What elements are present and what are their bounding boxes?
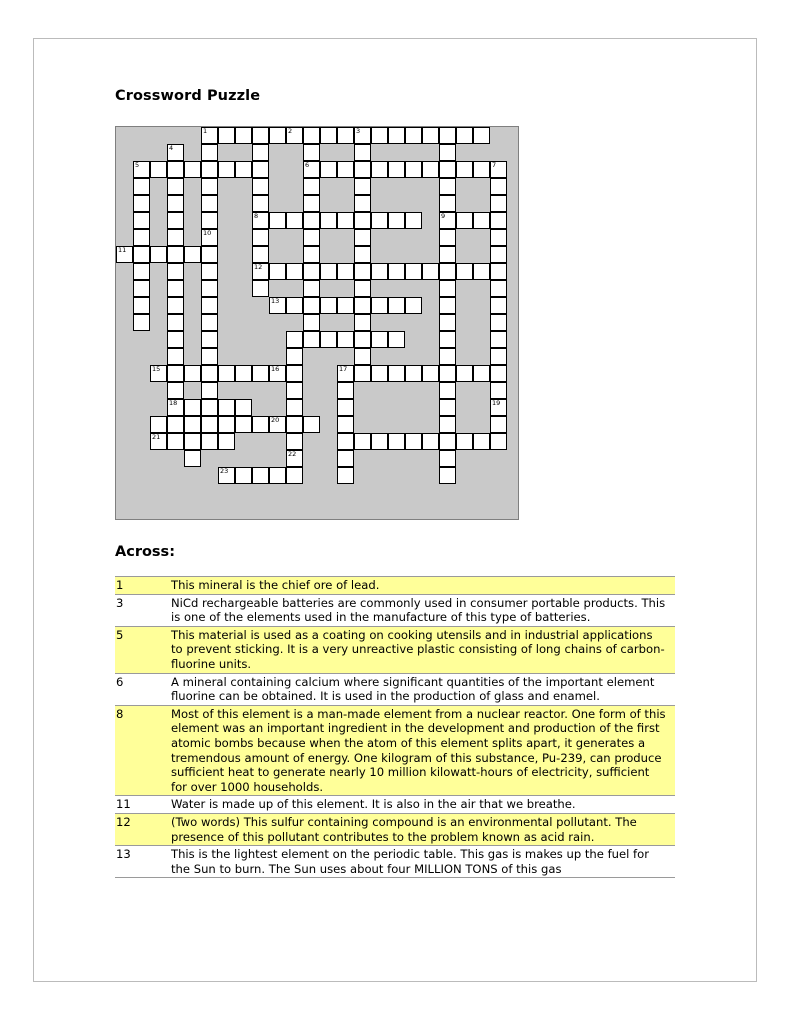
crossword-cell[interactable] (201, 144, 218, 161)
crossword-cell[interactable] (354, 314, 371, 331)
cell-number: 8 (254, 212, 259, 220)
crossword-cell[interactable] (354, 297, 371, 314)
crossword-cell[interactable] (388, 365, 405, 382)
cell-number: 23 (220, 467, 229, 475)
crossword-cell[interactable] (218, 416, 235, 433)
crossword-cell[interactable] (405, 127, 422, 144)
crossword-cell[interactable] (337, 127, 354, 144)
crossword-cell[interactable] (439, 178, 456, 195)
crossword-cell[interactable] (490, 382, 507, 399)
crossword-cell[interactable] (439, 467, 456, 484)
clue-list-clip (115, 576, 675, 902)
crossword-cell[interactable] (252, 280, 269, 297)
crossword-cell[interactable] (303, 178, 320, 195)
crossword-cell[interactable] (201, 331, 218, 348)
crossword-cell[interactable] (371, 433, 388, 450)
crossword-cell[interactable] (184, 433, 201, 450)
crossword-cell[interactable] (473, 263, 490, 280)
crossword-cell[interactable] (252, 212, 269, 229)
cell-number: 6 (305, 161, 310, 169)
crossword-cell[interactable] (490, 195, 507, 212)
crossword-cell[interactable] (303, 314, 320, 331)
crossword-cell[interactable] (422, 433, 439, 450)
crossword-cell[interactable] (490, 314, 507, 331)
crossword-cell[interactable] (269, 467, 286, 484)
crossword-cell[interactable] (218, 365, 235, 382)
crossword-cell[interactable] (490, 348, 507, 365)
clue-text: Most of this element is a man-made element from a nuclear reactor. One form of this element was an important ingredient in the development and production of the first atomic bombs because when the atom of this element splits apart, it generates a tremendous amount of energy. One kilogram of this substance, Pu-239, can produce sufficient heat to generate nearly 10 million kilowatt-hours of electricity, sufficient for over 1000 households. (165, 705, 675, 796)
crossword-cell[interactable] (235, 399, 252, 416)
crossword-cell[interactable] (439, 144, 456, 161)
clue-row (115, 577, 675, 595)
crossword-cell[interactable] (133, 263, 150, 280)
page-title: Crossword Puzzle (115, 88, 261, 104)
crossword-cell[interactable] (473, 161, 490, 178)
crossword-cell[interactable] (133, 178, 150, 195)
cell-number: 5 (135, 161, 140, 169)
crossword-cell[interactable] (337, 450, 354, 467)
crossword-cell[interactable] (201, 195, 218, 212)
crossword-cell[interactable] (388, 161, 405, 178)
clue-number: 3 (115, 594, 165, 626)
crossword-cell[interactable] (167, 280, 184, 297)
crossword-cell[interactable] (405, 433, 422, 450)
crossword-cell[interactable] (235, 161, 252, 178)
crossword-cell[interactable] (303, 297, 320, 314)
crossword-cell[interactable] (439, 280, 456, 297)
crossword-cell[interactable] (439, 127, 456, 144)
clue-text: A mineral containing calcium where significant quantities of the important element fluorine can be obtained. It is used in the production of glass and enamel. (165, 673, 675, 705)
crossword-cell[interactable] (252, 161, 269, 178)
crossword-cell[interactable] (371, 297, 388, 314)
crossword-cell[interactable] (473, 433, 490, 450)
crossword-cell[interactable] (337, 212, 354, 229)
crossword-cell[interactable] (303, 161, 320, 178)
crossword-cell[interactable] (490, 263, 507, 280)
crossword-cell[interactable] (337, 161, 354, 178)
clue-text: (Two words) This sulfur containing compound is an environmental pollutant. The presence of this pollutant contributes to the problem known as acid rain. (165, 813, 675, 845)
clue-text: Water is made up of this element. It is also in the air that we breathe. (165, 796, 675, 814)
clue-number: 8 (115, 705, 165, 796)
crossword-cell[interactable] (405, 297, 422, 314)
crossword-cell[interactable] (490, 433, 507, 450)
cell-number: 17 (339, 365, 348, 373)
crossword-cell[interactable] (150, 365, 167, 382)
crossword-cell[interactable] (490, 331, 507, 348)
cell-number: 9 (441, 212, 446, 220)
crossword-cell[interactable] (201, 178, 218, 195)
crossword-cell[interactable] (303, 246, 320, 263)
crossword-cell[interactable] (303, 212, 320, 229)
crossword-cell[interactable] (388, 127, 405, 144)
crossword-cell[interactable] (286, 467, 303, 484)
crossword-cell[interactable] (286, 331, 303, 348)
crossword-cell[interactable] (490, 399, 507, 416)
crossword-cell[interactable] (388, 331, 405, 348)
crossword-cell[interactable] (337, 416, 354, 433)
crossword-cell[interactable] (201, 263, 218, 280)
crossword-cell[interactable] (490, 246, 507, 263)
crossword-cell[interactable] (439, 382, 456, 399)
crossword-cell[interactable] (303, 331, 320, 348)
cell-number: 11 (118, 246, 127, 254)
crossword-cell[interactable] (286, 297, 303, 314)
crossword-cell[interactable] (286, 416, 303, 433)
crossword-cell[interactable] (218, 161, 235, 178)
crossword-cell[interactable] (235, 416, 252, 433)
crossword-cell[interactable] (354, 365, 371, 382)
crossword-cell[interactable] (354, 127, 371, 144)
cell-number: 7 (492, 161, 497, 169)
crossword-cell[interactable] (320, 263, 337, 280)
crossword-cell[interactable] (337, 399, 354, 416)
crossword-cell[interactable] (184, 399, 201, 416)
crossword-cell[interactable] (490, 416, 507, 433)
crossword-cell[interactable] (269, 365, 286, 382)
crossword-cell[interactable] (320, 161, 337, 178)
clue-number: 5 (115, 626, 165, 673)
crossword-cell[interactable] (439, 246, 456, 263)
crossword-cell[interactable] (337, 365, 354, 382)
clue-row (115, 673, 675, 705)
crossword-cell[interactable] (354, 161, 371, 178)
crossword-cell[interactable] (473, 127, 490, 144)
cell-number: 20 (271, 416, 280, 424)
crossword-cell[interactable] (456, 161, 473, 178)
crossword-cell[interactable] (252, 178, 269, 195)
crossword-cell[interactable] (490, 161, 507, 178)
crossword-cell[interactable] (354, 433, 371, 450)
crossword-cell[interactable] (184, 161, 201, 178)
crossword-cell[interactable] (320, 127, 337, 144)
clue-number: 12 (115, 813, 165, 845)
crossword-cell[interactable] (201, 280, 218, 297)
crossword-cell[interactable] (167, 263, 184, 280)
clue-text: NiCd rechargeable batteries are commonly used in consumer portable products. This is one of the elements used in the manufacture of this type of batteries. (165, 594, 675, 626)
cell-number: 13 (271, 297, 280, 305)
crossword-cell[interactable] (337, 382, 354, 399)
crossword-cell[interactable] (150, 433, 167, 450)
crossword-cell[interactable] (235, 365, 252, 382)
crossword-cell[interactable] (286, 382, 303, 399)
crossword-cell[interactable] (354, 280, 371, 297)
cell-number: 4 (169, 144, 174, 152)
crossword-cell[interactable] (388, 263, 405, 280)
crossword-cell[interactable] (201, 348, 218, 365)
crossword-cell[interactable] (439, 450, 456, 467)
crossword-cell[interactable] (133, 246, 150, 263)
crossword-cell[interactable] (371, 212, 388, 229)
crossword-cell[interactable] (150, 161, 167, 178)
crossword-grid[interactable] (115, 126, 519, 520)
crossword-cell[interactable] (167, 416, 184, 433)
crossword-cell[interactable] (167, 365, 184, 382)
clue-number: 11 (115, 796, 165, 814)
crossword-cell[interactable] (150, 416, 167, 433)
crossword-cell[interactable] (167, 144, 184, 161)
crossword-cell[interactable] (371, 161, 388, 178)
clue-row (115, 813, 675, 845)
crossword-cell[interactable] (218, 433, 235, 450)
crossword-cell[interactable] (388, 297, 405, 314)
clue-row (115, 705, 675, 796)
crossword-cell[interactable] (235, 467, 252, 484)
crossword-cell[interactable] (439, 365, 456, 382)
crossword-cell[interactable] (337, 433, 354, 450)
crossword-cell[interactable] (320, 331, 337, 348)
crossword-cell[interactable] (456, 212, 473, 229)
crossword-cell[interactable] (388, 212, 405, 229)
crossword-cell[interactable] (439, 331, 456, 348)
crossword-cell[interactable] (490, 178, 507, 195)
crossword-cell[interactable] (303, 416, 320, 433)
cell-number: 15 (152, 365, 161, 373)
crossword-cell[interactable] (201, 399, 218, 416)
crossword-cell[interactable] (252, 229, 269, 246)
crossword-cell[interactable] (456, 127, 473, 144)
crossword-cell[interactable] (354, 144, 371, 161)
crossword-cell[interactable] (439, 195, 456, 212)
crossword-cell[interactable] (235, 127, 252, 144)
cell-number: 16 (271, 365, 280, 373)
cell-number: 3 (356, 127, 361, 135)
crossword-cell[interactable] (320, 297, 337, 314)
crossword-cell[interactable] (184, 365, 201, 382)
crossword-cell[interactable] (133, 161, 150, 178)
crossword-cell[interactable] (286, 348, 303, 365)
crossword-cell[interactable] (456, 263, 473, 280)
crossword-cell[interactable] (303, 280, 320, 297)
cell-number: 12 (254, 263, 263, 271)
cell-number: 19 (492, 399, 501, 407)
crossword-cell[interactable] (201, 212, 218, 229)
crossword-cell[interactable] (354, 178, 371, 195)
crossword-cell[interactable] (303, 229, 320, 246)
crossword-cell[interactable] (337, 331, 354, 348)
crossword-cell[interactable] (388, 433, 405, 450)
crossword-cell[interactable] (303, 195, 320, 212)
crossword-cell[interactable] (184, 416, 201, 433)
clue-number: 13 (115, 846, 165, 878)
crossword-cell[interactable] (405, 365, 422, 382)
crossword-cell[interactable] (490, 212, 507, 229)
crossword-cell[interactable] (167, 348, 184, 365)
crossword-cell[interactable] (354, 229, 371, 246)
crossword-cell[interactable] (456, 433, 473, 450)
crossword-cell[interactable] (218, 399, 235, 416)
crossword-cell[interactable] (354, 263, 371, 280)
crossword-cell[interactable] (371, 365, 388, 382)
crossword-cell[interactable] (201, 433, 218, 450)
clue-text: This mineral is the chief ore of lead. (165, 577, 675, 595)
cell-number: 21 (152, 433, 161, 441)
crossword-cell[interactable] (167, 433, 184, 450)
crossword-cell[interactable] (456, 365, 473, 382)
crossword-cell[interactable] (252, 127, 269, 144)
crossword-cell[interactable] (337, 297, 354, 314)
crossword-cell[interactable] (167, 229, 184, 246)
crossword-cell[interactable] (490, 280, 507, 297)
crossword-cell[interactable] (167, 331, 184, 348)
across-heading: Across: (115, 544, 175, 560)
crossword-cell[interactable] (167, 246, 184, 263)
clue-row (115, 796, 675, 814)
crossword-cell[interactable] (320, 212, 337, 229)
clue-text: This is the lightest element on the periodic table. This gas is makes up the fuel for the Sun to burn. The Sun uses about four MILLION TONS of this gas (165, 846, 675, 878)
crossword-cell[interactable] (337, 467, 354, 484)
crossword-cell[interactable] (201, 365, 218, 382)
crossword-cell[interactable] (133, 297, 150, 314)
across-clue-table (115, 576, 675, 878)
crossword-cell[interactable] (252, 195, 269, 212)
crossword-cell[interactable] (354, 331, 371, 348)
crossword-cell[interactable] (490, 229, 507, 246)
crossword-cell[interactable] (286, 127, 303, 144)
crossword-cell[interactable] (133, 314, 150, 331)
crossword-cell[interactable] (133, 195, 150, 212)
crossword-cell[interactable] (371, 127, 388, 144)
crossword-cell[interactable] (439, 416, 456, 433)
crossword-cell[interactable] (167, 314, 184, 331)
crossword-cell[interactable] (439, 263, 456, 280)
cell-number: 2 (288, 127, 293, 135)
crossword-cell[interactable] (252, 416, 269, 433)
crossword-cell[interactable] (201, 416, 218, 433)
crossword-cell[interactable] (167, 195, 184, 212)
crossword-cell[interactable] (439, 348, 456, 365)
crossword-cell[interactable] (201, 127, 218, 144)
page-content (115, 88, 675, 902)
cell-number: 18 (169, 399, 178, 407)
crossword-cell[interactable] (167, 161, 184, 178)
crossword-cell[interactable] (371, 263, 388, 280)
crossword-cell[interactable] (422, 263, 439, 280)
crossword-cell[interactable] (303, 144, 320, 161)
crossword-cell[interactable] (354, 348, 371, 365)
crossword-cell[interactable] (422, 365, 439, 382)
crossword-cell[interactable] (150, 246, 167, 263)
crossword-cell[interactable] (167, 178, 184, 195)
clue-text: This material is used as a coating on cooking utensils and in industrial applications to prevent sticking. It is a very unreactive plastic consisting of long chains of carbon-fluorine units. (165, 626, 675, 673)
crossword-cell[interactable] (473, 212, 490, 229)
crossword-cell[interactable] (133, 212, 150, 229)
crossword-cell[interactable] (201, 229, 218, 246)
crossword-cell[interactable] (269, 263, 286, 280)
crossword-cell[interactable] (422, 161, 439, 178)
crossword-cell[interactable] (201, 246, 218, 263)
crossword-cell[interactable] (286, 212, 303, 229)
crossword-cell[interactable] (286, 450, 303, 467)
cell-number: 10 (203, 229, 212, 237)
crossword-cell[interactable] (303, 127, 320, 144)
crossword-cell[interactable] (490, 297, 507, 314)
crossword-cell[interactable] (354, 212, 371, 229)
crossword-cell[interactable] (269, 416, 286, 433)
crossword-cell[interactable] (439, 161, 456, 178)
crossword-cell[interactable] (167, 212, 184, 229)
crossword-cell[interactable] (133, 229, 150, 246)
cell-number: 22 (288, 450, 297, 458)
crossword-cell[interactable] (490, 365, 507, 382)
crossword-cell[interactable] (201, 382, 218, 399)
crossword-cell[interactable] (167, 399, 184, 416)
clue-row (115, 846, 675, 878)
crossword-cell[interactable] (439, 212, 456, 229)
crossword-cell[interactable] (371, 331, 388, 348)
clue-row (115, 626, 675, 673)
crossword-cell[interactable] (405, 212, 422, 229)
crossword-cell[interactable] (269, 212, 286, 229)
clue-row (115, 594, 675, 626)
crossword-cell[interactable] (252, 144, 269, 161)
crossword-cell[interactable] (133, 280, 150, 297)
crossword-cell[interactable] (252, 467, 269, 484)
crossword-cell[interactable] (201, 314, 218, 331)
crossword-cell[interactable] (218, 127, 235, 144)
crossword-cell[interactable] (439, 229, 456, 246)
crossword-cell[interactable] (422, 127, 439, 144)
crossword-cell[interactable] (116, 246, 133, 263)
crossword-cell[interactable] (439, 433, 456, 450)
crossword-cell[interactable] (201, 297, 218, 314)
crossword-cell[interactable] (201, 161, 218, 178)
crossword-cell[interactable] (286, 399, 303, 416)
crossword-cell[interactable] (286, 263, 303, 280)
crossword-cell[interactable] (439, 399, 456, 416)
crossword-cell[interactable] (167, 297, 184, 314)
crossword-cell[interactable] (252, 365, 269, 382)
crossword-cell[interactable] (218, 467, 235, 484)
crossword-cell[interactable] (439, 297, 456, 314)
crossword-cell[interactable] (303, 263, 320, 280)
crossword-cell[interactable] (269, 297, 286, 314)
crossword-cell[interactable] (184, 450, 201, 467)
crossword-cell[interactable] (405, 161, 422, 178)
crossword-cell[interactable] (269, 127, 286, 144)
crossword-cell[interactable] (286, 365, 303, 382)
clue-number: 6 (115, 673, 165, 705)
crossword-cell[interactable] (473, 365, 490, 382)
crossword-cell[interactable] (184, 246, 201, 263)
crossword-cell[interactable] (337, 263, 354, 280)
crossword-cell[interactable] (439, 314, 456, 331)
crossword-cell[interactable] (354, 195, 371, 212)
crossword-cell[interactable] (286, 433, 303, 450)
crossword-cell[interactable] (405, 263, 422, 280)
crossword-cell[interactable] (167, 382, 184, 399)
clue-number: 1 (115, 577, 165, 595)
crossword-cell[interactable] (252, 263, 269, 280)
crossword-cell[interactable] (354, 246, 371, 263)
cell-number: 1 (203, 127, 208, 135)
crossword-cell[interactable] (252, 246, 269, 263)
